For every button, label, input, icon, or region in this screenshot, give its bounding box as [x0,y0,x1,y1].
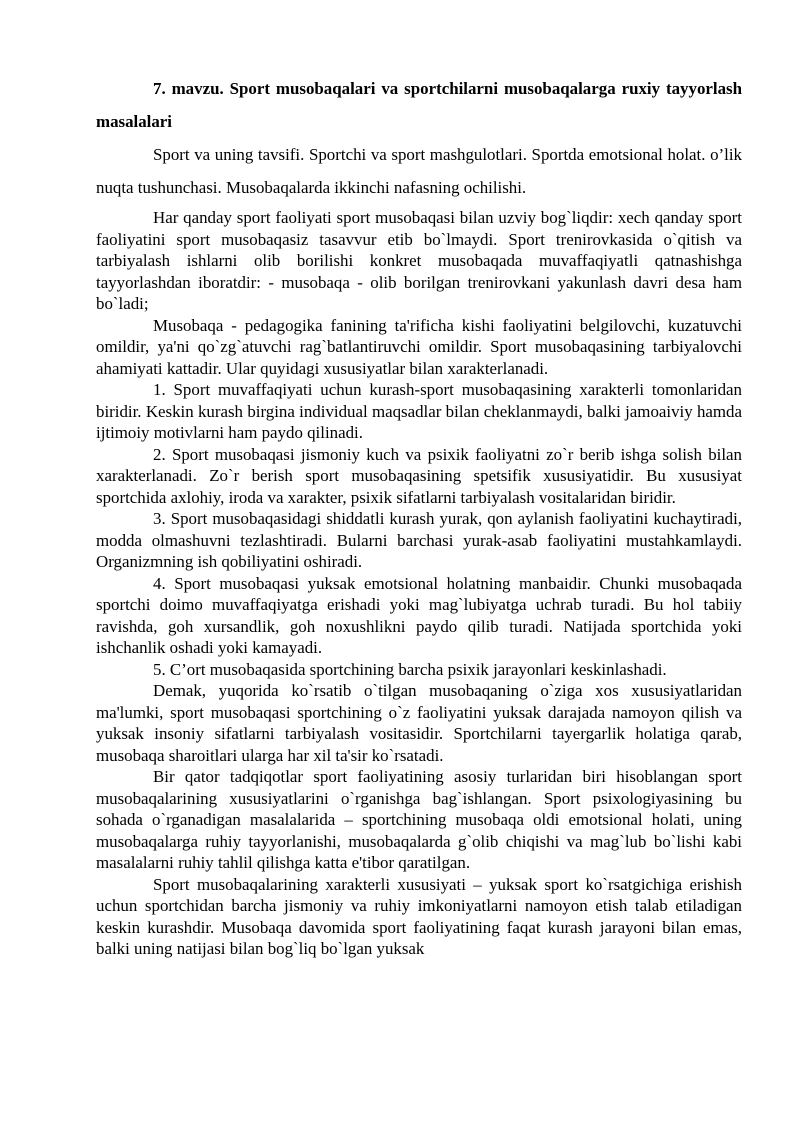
document-title: 7. mavzu. Sport musobaqalari va sportchilarni musobaqalarga ruxiy tayyorlash masalalari [96,79,742,131]
document-page [96,72,742,960]
paragraph: 4. Sport musobaqasi yuksak emotsional holatning manbaidir. Chunki musobaqada sportchi doimo muvaffaqiyatga erishadi yoki mag`lubiyatga uchrab turadi. Bu hol tabiiy ravishda, goh xursandlik, goh noxushlikni paydo qilib turadi. Natijada sportchida yoki ishchanlik oshadi yoki kamayadi. [96,573,742,657]
paragraph: 1. Sport muvaffaqiyati uchun kurash-sport musobaqasining xarakterli tomonlaridan biridir. Keskin kurash birgina individual maqsadlar bilan cheklanmaydi, balki jamoaiviy hamda ijtimoiy motivlarni ham paydo qilinadi. [96,380,742,442]
paragraph: 2. Sport musobaqasi jismoniy kuch va psixik faoliyatni zo`r berib ishga solish bilan xarakterlanadi. Zo`r berish sport musobaqasining spetsifik xususiyatidir. Bu xususiyat sportchida axlohiy, iroda va xarakter, psixik sifatlarni tarbiyalash vositalaridan biridir. [96,444,742,507]
paragraph: 3. Sport musobaqasidagi shiddatli kurash yurak, qon aylanish faoliyatini kuchaytiradi, modda olmashuvni tezlashtiradi. Bularni barchasi yurak-asab faoliyatini mustahkamlaydi. Organizmning ish qobiliyatini oshiradi. [96,509,742,571]
paragraph: Demak, yuqorida ko`rsatib o`tilgan musobaqaning o`ziga xos xususiyatlaridan ma'lumki, sport musobaqasi sportchining o`z faoliyatini yuksak darajada namoyon qilish va yuksak insoniy sifatlarni tarbiyalash vositasidir. Sportchilarni tayergarlik holatiga qarab, musobaqa sharoitlari ularga har xil ta'sir ko`rsatadi. [96,681,742,765]
paragraph: Sport musobaqalarining xarakterli xususiyati – yuksak sport ko`rsatgichiga erishish uchun sportchidan barcha jismoniy va ruhiy imkoniyatlarni namoyon etish talab etiladigan keskin kurashdir. Musobaqa davomida sport faoliyatining faqat kurash jarayoni bilan emas, balki uning natijasi bilan bog`liq bo`lgan yuksak [96,874,742,958]
paragraph: Musobaqa - pedagogika fanining ta'rificha kishi faoliyatini belgilovchi, kuzatuvchi omildir, ya'ni qo`zg`atuvchi rag`batlantiruvchi omildir. Sport musobaqasining tarbiyalovchi ahamiyati kattadir. Ular quyidagi xususiyatlar bilan xarakterlanadi. [96,315,742,378]
paragraph: 5. C’ort musobaqasida sportchining barcha psixik jarayonlari keskinlashadi. [153,659,667,679]
paragraph: Bir qator tadqiqotlar sport faoliyatining asosiy turlaridan biri hisoblangan sport musobaqalarining xususiyatlarini o`rganishga bag`ishlangan. Sport psixologiyasining bu sohada o`rganadigan masalalarida – sportchining musobaqa oldi emotsional holati, uning musobaqalarga ruhiy tayyorlanishi, musobaqalarda g`olib chiqishi va mag`lub bo`lishi kabi masalalarni ruhiy tahlil qilishga katta e'tibor qaratilgan. [96,767,742,872]
document-intro: Sport va uning tavsifi. Sportchi va sport mashgulotlari. Sportda emotsional holat. o’lik nuqta tushunchasi. Musobaqalarda ikkinchi nafasning ochilishi. [96,145,742,197]
paragraph: Har qanday sport faoliyati sport musobaqasi bilan uzviy bog`liqdir: xech qanday sport faoliyatini sport musobaqasiz tasavvur etib bo`lmaydi. Sport trenirovkasida o`qitish va tarbiyalash ishlarni olib borilishi konkret musobaqada muvaffaqiyatli qatnashishga tayyorlashdan iboratdir: - musobaqa - olib borilgan trenirovkani yakunlash davri desa ham bo`ladi; [96,208,742,313]
